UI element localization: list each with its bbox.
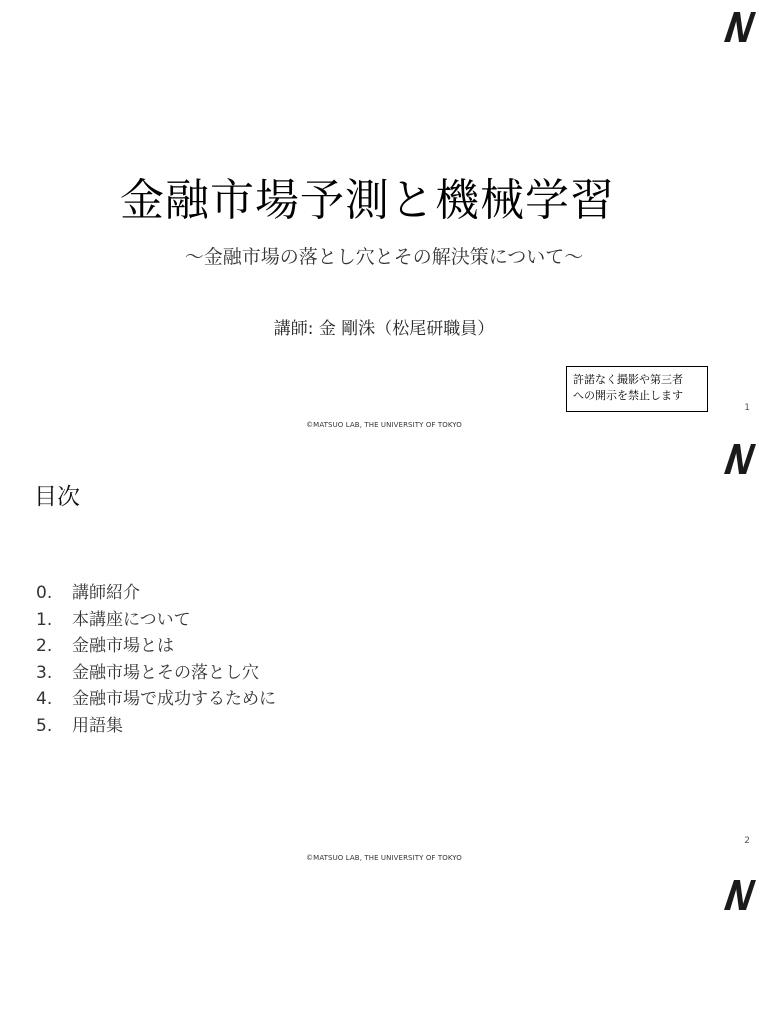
toc-item	[36, 580, 276, 607]
toc-item	[36, 713, 276, 740]
slide-2	[0, 440, 768, 870]
toc-item	[36, 660, 276, 687]
footer-copyright: ©MATSUO LAB, THE UNIVERSITY OF TOKYO	[306, 421, 462, 429]
toc-item-label: 金融市場とは	[72, 636, 174, 656]
matsuo-lab-logo-icon	[722, 8, 758, 44]
lecturer-name: 講師: 金 剛洙（松尾研職員）	[273, 319, 495, 339]
toc-item-number: 2.	[36, 636, 53, 656]
slide-3	[0, 870, 768, 1024]
copyright-notice-box	[566, 366, 708, 412]
toc-item	[36, 686, 276, 713]
toc-list	[36, 580, 276, 739]
toc-item-label: 本講座について	[72, 609, 191, 630]
matsuo-lab-logo-icon	[722, 440, 758, 476]
matsuo-lab-logo-icon	[722, 876, 758, 912]
presentation-subtitle: 〜金融市場の落とし穴とその解決策について〜	[184, 246, 584, 268]
notice-line: 許諾なく撮影や第三者	[573, 373, 683, 386]
toc-item	[36, 633, 276, 660]
toc-item-number: 0.	[36, 583, 53, 603]
toc-title: 目次	[34, 484, 80, 510]
toc-item-number: 5.	[36, 715, 53, 736]
notice-line: への開示を禁止します	[573, 389, 683, 402]
footer-copyright: ©MATSUO LAB, THE UNIVERSITY OF TOKYO	[306, 854, 462, 862]
toc-item-label: 金融市場とその落とし穴	[72, 662, 259, 683]
toc-item-label: 金融市場で成功するために	[72, 689, 276, 709]
slide-1	[0, 0, 768, 440]
toc-item-label: 講師紹介	[72, 583, 140, 603]
toc-item-label: 用語集	[72, 715, 123, 736]
toc-item	[36, 607, 276, 634]
toc-item-number: 3.	[36, 662, 53, 683]
toc-item-number: 1.	[36, 609, 53, 630]
toc-item-number: 4.	[36, 689, 53, 709]
presentation-title: 金融市場予測と機械学習	[120, 175, 615, 226]
page-number: 1	[744, 403, 750, 413]
page-number: 2	[744, 836, 750, 846]
